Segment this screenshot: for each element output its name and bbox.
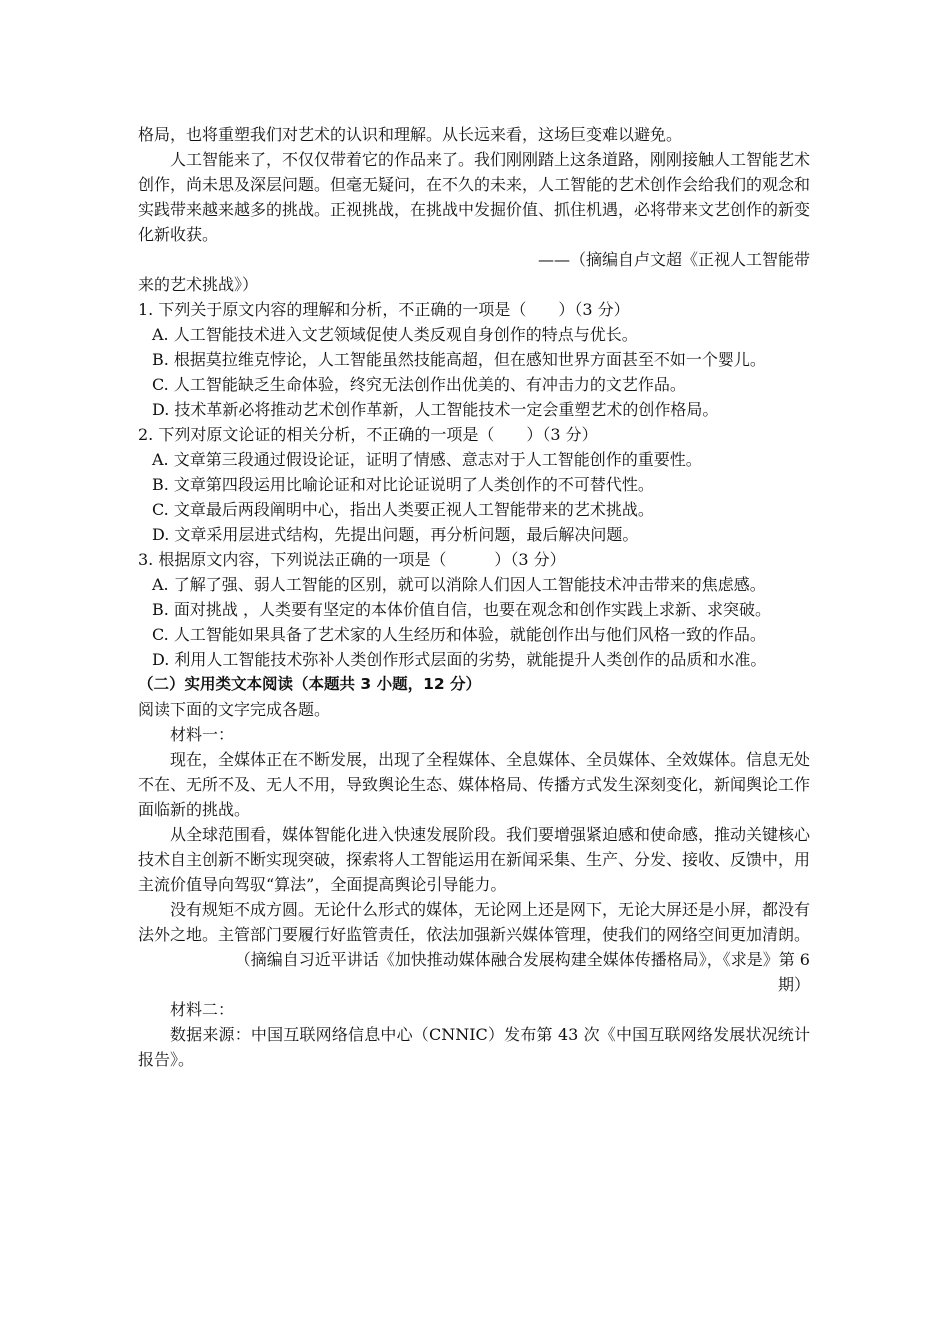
material-1-paragraph: 没有规矩不成方圆。无论什么形式的媒体，无论网上还是网下，无论大屏还是小屏，都没有法外之地。主管部门要履行好监管责任，依法加强新兴媒体管理，使我们的网络空间更加清朗。	[138, 900, 811, 944]
question-stem: 1. 下列关于原文内容的理解和分析，不正确的一项是（ ）（3 分）	[138, 300, 630, 319]
option-b: B. 面对挑战 ，人类要有坚定的本体价值自信，也要在观念和创作实践上求新、求突破。	[152, 600, 772, 619]
material-1-paragraph: 现在，全媒体正在不断发展，出现了全程媒体、全息媒体、全员媒体、全效媒体。信息无处不在、无所不及、无人不用，导致舆论生态、媒体格局、传播方式发生深刻变化，新闻舆论工作面临新的挑战。	[138, 750, 811, 819]
question-stem: 3. 根据原文内容，下列说法正确的一项是（ ）（3 分）	[138, 550, 566, 569]
option-c: C. 人工智能如果具备了艺术家的人生经历和体验，就能创作出与他们风格一致的作品。	[152, 625, 766, 644]
section-heading: （二）实用类文本阅读（本题共 3 小题，12 分）	[138, 675, 482, 693]
material-2-label: 材料二：	[170, 1000, 235, 1019]
material-1-source-cont: 期）	[777, 975, 810, 994]
passage-paragraph: 人工智能来了，不仅仅带着它的作品来了。我们刚刚踏上这条道路，刚刚接触人工智能艺术创作，尚未思及深层问题。但毫无疑问，在不久的未来，人工智能的艺术创作会给我们的观念和实践带来越来越多的挑战。正视挑战，在挑战中发掘价值、抓住机遇，必将带来文艺创作的新变化新收获。	[138, 150, 811, 244]
option-a: A. 文章第三段通过假设论证，证明了情感、意志对于人工智能创作的重要性。	[152, 450, 702, 469]
material-1-paragraph: 从全球范围看，媒体智能化进入快速发展阶段。我们要增强紧迫感和使命感，推动关键核心技术自主创新不断实现突破，探索将人工智能运用在新闻采集、生产、分发、接收、反馈中，用主流价值导向驾驭“算法”，全面提高舆论引导能力。	[138, 825, 811, 894]
material-2-text: 数据来源：中国互联网络信息中心（CNNIC）发布第 43 次《中国互联网络发展状况统计报告》。	[138, 1025, 810, 1069]
passage-source: ——（摘编自卢文超《正视人工智能带	[537, 250, 810, 269]
option-d: D. 技术革新必将推动艺术创作革新，人工智能技术一定会重塑艺术的创作格局。	[152, 400, 719, 419]
option-b: B. 文章第四段运用比喻论证和对比论证说明了人类创作的不可替代性。	[152, 475, 654, 494]
question-stem: 2. 下列对原文论证的相关分析，不正确的一项是（ ）（3 分）	[138, 425, 598, 444]
material-1-label: 材料一：	[170, 725, 235, 744]
question-2	[138, 422, 810, 547]
option-c: C. 人工智能缺乏生命体验，终究无法创作出优美的、有冲击力的文艺作品。	[152, 375, 686, 394]
option-a: A. 人工智能技术进入文艺领域促使人类反观自身创作的特点与优长。	[152, 325, 638, 344]
option-b: B. 根据莫拉维克悖论，人工智能虽然技能高超，但在感知世界方面甚至不如一个婴儿。	[152, 350, 766, 369]
material-1-source: （摘编自习近平讲话《加快推动媒体融合发展构建全媒体传播格局》，《求是》第 6	[234, 950, 810, 969]
question-3	[138, 547, 810, 672]
option-d: D. 利用人工智能技术弥补人类创作形式层面的劣势，就能提升人类创作的品质和水准。	[152, 650, 767, 669]
section-instruction: 阅读下面的文字完成各题。	[138, 700, 331, 719]
document-page	[138, 122, 810, 1072]
question-1	[138, 297, 810, 422]
passage-source-cont: 来的艺术挑战》）	[138, 275, 259, 294]
passage-line: 格局，也将重塑我们对艺术的认识和理解。从长远来看，这场巨变难以避免。	[138, 125, 683, 144]
option-a: A. 了解了强、弱人工智能的区别，就可以消除人们因人工智能技术冲击带来的焦虑感。	[152, 575, 766, 594]
option-c: C. 文章最后两段阐明中心，指出人类要正视人工智能带来的艺术挑战。	[152, 500, 654, 519]
option-d: D. 文章采用层进式结构，先提出问题，再分析问题，最后解决问题。	[152, 525, 639, 544]
